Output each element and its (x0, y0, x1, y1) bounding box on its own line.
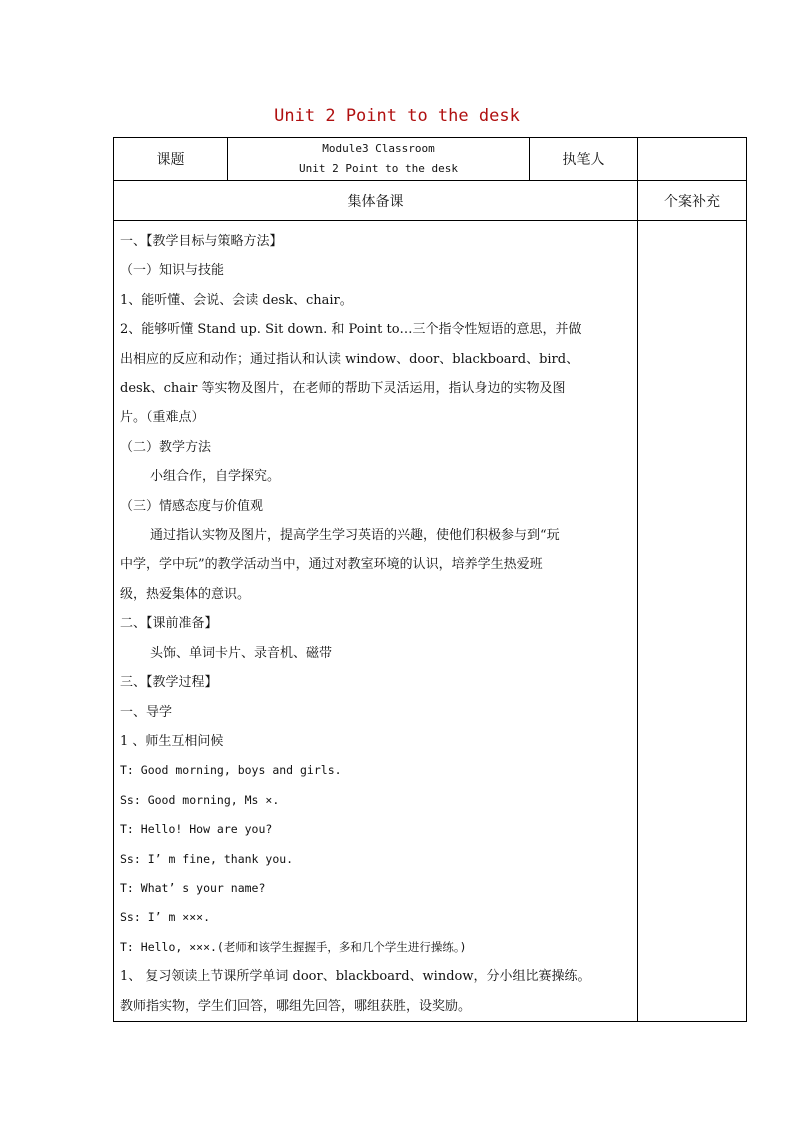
content-line: 1、 复习领读上节课所学单词 door、blackboard、window，分小组比赛操练。 (120, 969, 591, 985)
collective-content (114, 221, 638, 1022)
column-header-row (114, 181, 747, 221)
content-line: T: Hello, ×××.(老师和该学生握握手，多和几个学生进行操练。) (120, 939, 467, 954)
author-label: 执笔人 (530, 138, 638, 181)
content-line: desk、chair 等实物及图片，在老师的帮助下灵活运用，指认身边的实物及图 (120, 381, 566, 397)
content-line: （一）知识与技能 (120, 263, 225, 279)
content-line: 教师指实物，学生们回答，哪组先回答，哪组获胜，设奖励。 (120, 998, 472, 1014)
content-row (114, 221, 747, 1022)
module-title-cell (228, 138, 530, 181)
content-line: 小组合作，自学探究。 (150, 469, 281, 485)
content-line: 三、【教学过程】 (120, 675, 218, 691)
content-line: 片。（重难点） (120, 410, 205, 426)
content-line: T: Good morning, boys and girls. (120, 763, 342, 778)
subject-label: 课题 (114, 138, 228, 181)
content-lines (120, 227, 633, 1021)
content-line: T: What’ s your name? (120, 880, 266, 895)
content-line: 2、能够听懂 Stand up. Sit down. 和 Point to…三个指令性短语的意思，并做 (120, 322, 582, 338)
content-line: Ss: I’ m ×××. (120, 910, 211, 925)
content-line: 通过指认实物及图片，提高学生学习英语的兴趣，使他们积极参与到“玩 (150, 528, 560, 544)
module-line-1: Module3 Classroom (322, 142, 435, 155)
lesson-plan-table (113, 137, 747, 1022)
content-line: 二、【课前准备】 (120, 616, 218, 632)
content-line: 一、【教学目标与策略方法】 (120, 234, 283, 249)
content-line: 头饰、单词卡片、录音机、磁带 (150, 645, 333, 661)
content-line: 级，热爱集体的意识。 (120, 586, 251, 602)
content-line: （三）情感态度与价值观 (120, 498, 264, 514)
content-line: Ss: Good morning, Ms ×. (120, 792, 280, 807)
content-line: 一、导学 (120, 704, 173, 720)
content-line: Ss: I’ m fine, thank you. (120, 851, 294, 866)
content-line: 出相应的反应和动作；通过指认和认读 window、door、blackboard、bird、 (120, 351, 580, 367)
header-row (114, 138, 747, 181)
author-value (638, 138, 747, 181)
content-line: （二）教学方法 (120, 439, 212, 455)
personal-supplement-header: 个案补充 (638, 181, 747, 221)
content-line: 中学，学中玩”的教学活动当中，通过对教室环境的认识，培养学生热爱班 (120, 557, 543, 573)
content-line: 1、能听懂、会说、会读 desk、chair。 (120, 292, 353, 308)
module-line-2: Unit 2 Point to the desk (299, 162, 458, 175)
document-title: Unit 2 Point to the desk (274, 106, 520, 126)
collective-prep-header: 集体备课 (114, 181, 638, 221)
content-line: 1 、师生互相问候 (120, 733, 224, 749)
personal-content (638, 221, 747, 1022)
content-line: T: Hello! How are you? (120, 822, 273, 837)
